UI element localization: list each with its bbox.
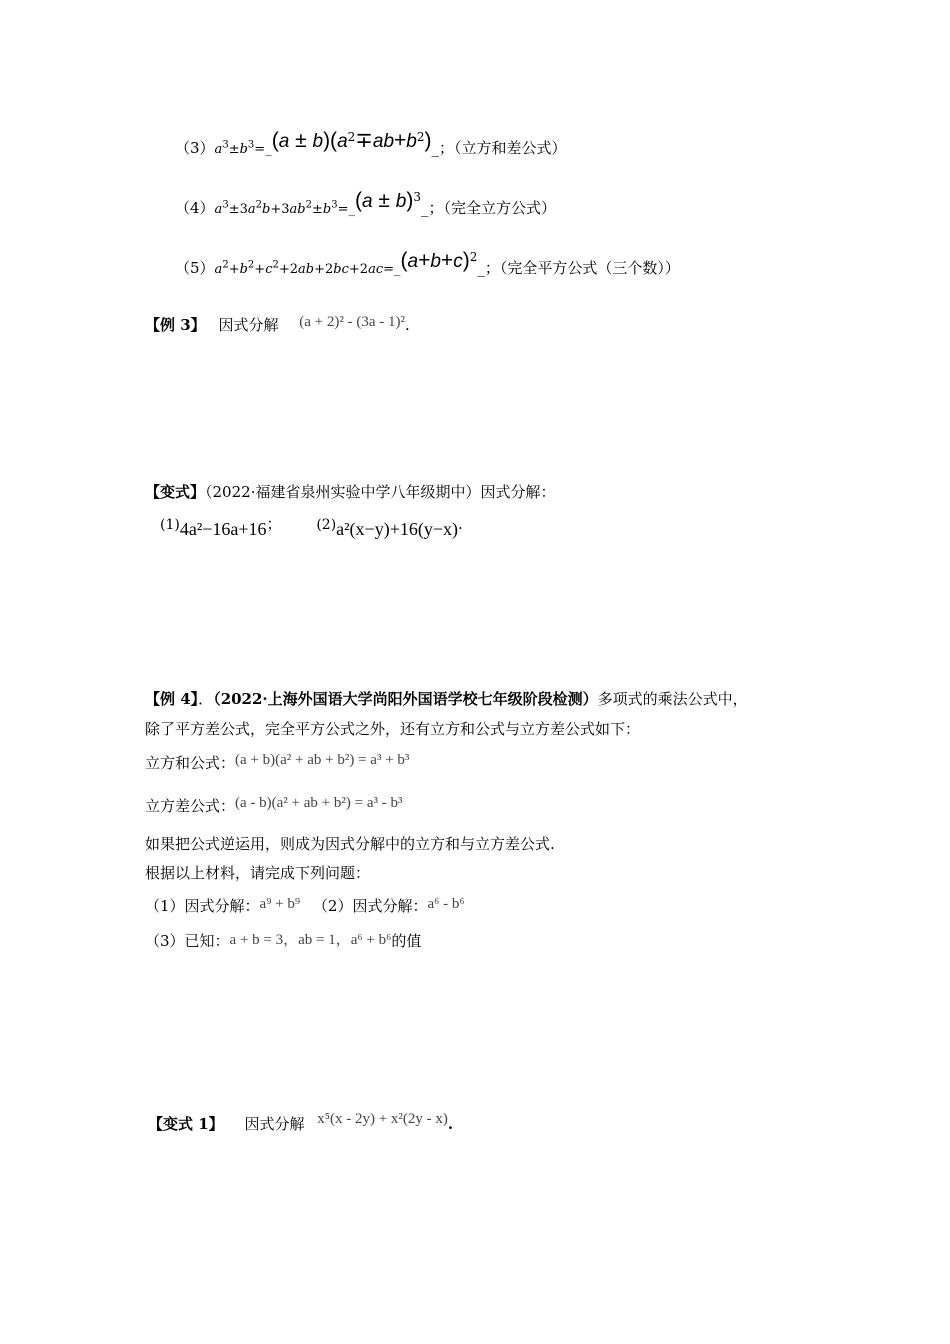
variant-1-text: 因式分解 [244,1115,305,1133]
formula-4-label: （4） [175,199,215,217]
variant-1-end: . [447,1115,454,1133]
variant-heading [145,481,555,503]
example-3-text: 因式分解 [218,316,279,334]
example-3-end: . [405,316,410,334]
example-4-source: （2022·上海外国语大学尚阳外国语学校七年级阶段检测） [213,690,598,708]
example-4-line1 [145,688,748,710]
example-4-diff [145,795,402,818]
variant-source: （2022·福建省泉州实验中学八年级期中）因式分解： [205,483,556,501]
formula-3-lhs: $a^3\pm b^3=\_$ [214,139,272,157]
example-4-tag: 【例 4】 [145,690,199,708]
example-3-tag: 【例 3】 [145,316,206,334]
sum-formula-expr: (a + b)(a² + ab + b²) = a³ + b³ [235,752,410,768]
variant-p1-expr: 4a²−16a+16 [179,519,267,539]
q1-expr: a⁹ + b⁹ [259,896,301,912]
variant-p1-sep: ； [266,515,282,533]
formula-5-label: （5） [175,259,215,277]
variant-1-expr: x⁵(x - 2y) + x²(2y - x) [317,1111,448,1127]
example-4-q3 [145,930,421,953]
example-4-line5: 如果把公式逆运用，则成为因式分解中的立方和与立方差公式. [145,835,555,853]
formula-4-answer: $(a \pm b)^3$ [354,189,421,212]
variant-tag: 【变式】 [145,483,206,501]
formula-5 [175,249,680,281]
formula-3 [175,129,567,161]
formula-5-answer: $(a+b+c)^2$ [400,249,478,272]
variant-p2-end: . [458,515,463,533]
formula-3-tail: _；（立方和差公式） [431,139,567,157]
example-3-expr: (a + 2)² - (3a - 1)² [299,314,405,330]
variant-p1-label: (1) [160,517,180,533]
example-4-dot: ． [198,690,214,708]
formula-4-lhs: $a^3\pm 3a^2b+3ab^2\pm b^3=\_$ [214,199,355,217]
example-4-sum [145,752,409,775]
variant-1-tag: 【变式 1】 [148,1115,224,1133]
example-4-line6: 根据以上材料，请完成下列问题： [145,864,371,882]
formula-4 [175,189,556,221]
example-4-line2: 除了平方差公式，完全平方公式之外，还有立方和公式与立方差公式如下： [145,720,641,738]
example-4-line1-tail: 多项式的乘法公式中， [597,690,748,708]
q3-label: （3）已知： [145,932,230,950]
variant-1 [148,1113,453,1136]
formula-4-tail: _；（完全立方公式） [420,199,556,217]
diff-formula-label: 立方差公式： [145,797,236,815]
formula-5-tail: _；（完全平方公式（三个数）） [477,259,680,277]
formula-3-answer: $(a \pm b)(a^2\mp ab+b^2)$ [271,129,432,152]
example-3 [145,314,410,337]
variant-problems [160,515,463,542]
q3-expr: a + b = 3，ab = 1，a⁶ + b⁶ [229,932,392,948]
formula-5-lhs: $a^2+b^2+c^2+2ab+2bc+2ac=\_$ [214,259,401,277]
q3-tail: 的值 [391,932,422,950]
q1-label: （1）因式分解： [145,897,260,915]
variant-p2-expr: a²(x−y)+16(y−x) [336,519,458,539]
variant-p2-label: (2) [316,517,337,533]
q2-label: （2）因式分解： [312,897,428,915]
example-4-q1-q2 [145,895,465,918]
diff-formula-expr: (a - b)(a² + ab + b²) = a³ - b³ [235,795,403,811]
formula-3-label: （3） [175,139,215,157]
q2-expr: a⁶ - b⁶ [427,896,465,912]
sum-formula-label: 立方和公式： [145,754,236,772]
